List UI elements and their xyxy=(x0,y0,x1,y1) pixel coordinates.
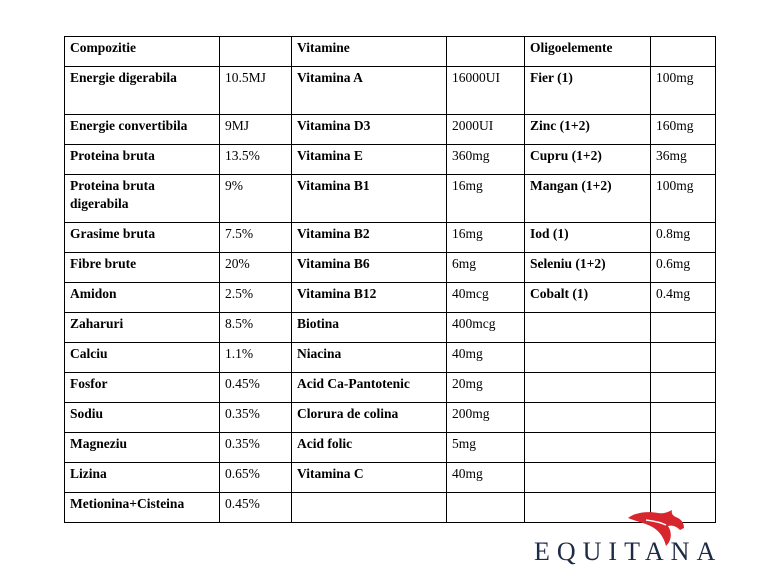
logo-text: EQUITANA xyxy=(534,537,723,566)
value-cell xyxy=(651,313,716,343)
label-cell xyxy=(292,493,447,523)
label-cell: Energie convertibila xyxy=(65,115,220,145)
label-cell: Iod (1) xyxy=(525,223,651,253)
label-cell: Lizina xyxy=(65,463,220,493)
value-cell: 6mg xyxy=(447,253,525,283)
value-cell xyxy=(651,463,716,493)
label-cell xyxy=(525,403,651,433)
table-row xyxy=(65,283,716,313)
label-cell: Vitamina B12 xyxy=(292,283,447,313)
label-cell: Zinc (1+2) xyxy=(525,115,651,145)
value-cell: 9% xyxy=(220,175,292,223)
value-cell: 0.35% xyxy=(220,403,292,433)
label-cell: Niacina xyxy=(292,343,447,373)
table-row xyxy=(65,223,716,253)
value-cell: 40mg xyxy=(447,343,525,373)
label-cell: Vitamina B6 xyxy=(292,253,447,283)
value-cell: 40mg xyxy=(447,463,525,493)
value-cell: 360mg xyxy=(447,145,525,175)
label-cell xyxy=(525,313,651,343)
value-cell: 0.45% xyxy=(220,373,292,403)
value-cell: 16mg xyxy=(447,175,525,223)
value-cell: 7.5% xyxy=(220,223,292,253)
value-cell: 40mcg xyxy=(447,283,525,313)
value-cell: 160mg xyxy=(651,115,716,145)
label-cell: Proteina bruta digerabila xyxy=(65,175,220,223)
value-cell: 100mg xyxy=(651,175,716,223)
value-cell: 400mcg xyxy=(447,313,525,343)
composition-table xyxy=(64,36,716,523)
table-row xyxy=(65,37,716,67)
value-cell xyxy=(651,37,716,67)
value-cell: 1.1% xyxy=(220,343,292,373)
value-cell: 0.8mg xyxy=(651,223,716,253)
equitana-logo xyxy=(534,508,749,570)
label-cell: Vitamina B1 xyxy=(292,175,447,223)
value-cell xyxy=(447,37,525,67)
value-cell: 0.4mg xyxy=(651,283,716,313)
label-cell: Amidon xyxy=(65,283,220,313)
label-cell: Mangan (1+2) xyxy=(525,175,651,223)
label-cell: Proteina bruta xyxy=(65,145,220,175)
label-cell: Sodiu xyxy=(65,403,220,433)
label-cell: Zaharuri xyxy=(65,313,220,343)
label-cell: Oligoelemente xyxy=(525,37,651,67)
value-cell: 0.6mg xyxy=(651,253,716,283)
value-cell: 16mg xyxy=(447,223,525,253)
value-cell: 36mg xyxy=(651,145,716,175)
table-row xyxy=(65,433,716,463)
label-cell: Energie digerabila xyxy=(65,67,220,115)
value-cell: 0.45% xyxy=(220,493,292,523)
table-row xyxy=(65,463,716,493)
value-cell: 0.65% xyxy=(220,463,292,493)
label-cell: Vitamina E xyxy=(292,145,447,175)
value-cell: 2.5% xyxy=(220,283,292,313)
label-cell: Cupru (1+2) xyxy=(525,145,651,175)
value-cell: 0.35% xyxy=(220,433,292,463)
label-cell: Metionina+Cisteina xyxy=(65,493,220,523)
value-cell xyxy=(651,403,716,433)
value-cell: 8.5% xyxy=(220,313,292,343)
label-cell: Fosfor xyxy=(65,373,220,403)
label-cell: Compozitie xyxy=(65,37,220,67)
label-cell xyxy=(525,373,651,403)
label-cell xyxy=(525,463,651,493)
label-cell: Fibre brute xyxy=(65,253,220,283)
value-cell: 20mg xyxy=(447,373,525,403)
label-cell: Cobalt (1) xyxy=(525,283,651,313)
label-cell xyxy=(525,343,651,373)
table-row xyxy=(65,145,716,175)
table-row xyxy=(65,253,716,283)
value-cell: 16000UI xyxy=(447,67,525,115)
value-cell: 9MJ xyxy=(220,115,292,145)
label-cell: Vitamina C xyxy=(292,463,447,493)
value-cell: 100mg xyxy=(651,67,716,115)
label-cell: Calciu xyxy=(65,343,220,373)
label-cell: Acid Ca-Pantotenic xyxy=(292,373,447,403)
label-cell: Vitamine xyxy=(292,37,447,67)
label-cell: Seleniu (1+2) xyxy=(525,253,651,283)
value-cell: 5mg xyxy=(447,433,525,463)
value-cell: 10.5MJ xyxy=(220,67,292,115)
label-cell xyxy=(525,433,651,463)
value-cell: 13.5% xyxy=(220,145,292,175)
value-cell xyxy=(447,493,525,523)
table-row xyxy=(65,343,716,373)
table-row xyxy=(65,313,716,343)
label-cell: Vitamina B2 xyxy=(292,223,447,253)
value-cell: 20% xyxy=(220,253,292,283)
value-cell: 200mg xyxy=(447,403,525,433)
value-cell xyxy=(220,37,292,67)
value-cell xyxy=(651,343,716,373)
table-row xyxy=(65,403,716,433)
label-cell: Vitamina D3 xyxy=(292,115,447,145)
table-row xyxy=(65,373,716,403)
value-cell: 2000UI xyxy=(447,115,525,145)
label-cell: Magneziu xyxy=(65,433,220,463)
value-cell xyxy=(651,373,716,403)
table-row xyxy=(65,115,716,145)
label-cell: Acid folic xyxy=(292,433,447,463)
label-cell: Vitamina A xyxy=(292,67,447,115)
table-row xyxy=(65,175,716,223)
label-cell: Grasime bruta xyxy=(65,223,220,253)
label-cell: Clorura de colina xyxy=(292,403,447,433)
table-row xyxy=(65,67,716,115)
value-cell xyxy=(651,433,716,463)
label-cell: Biotina xyxy=(292,313,447,343)
label-cell: Fier (1) xyxy=(525,67,651,115)
